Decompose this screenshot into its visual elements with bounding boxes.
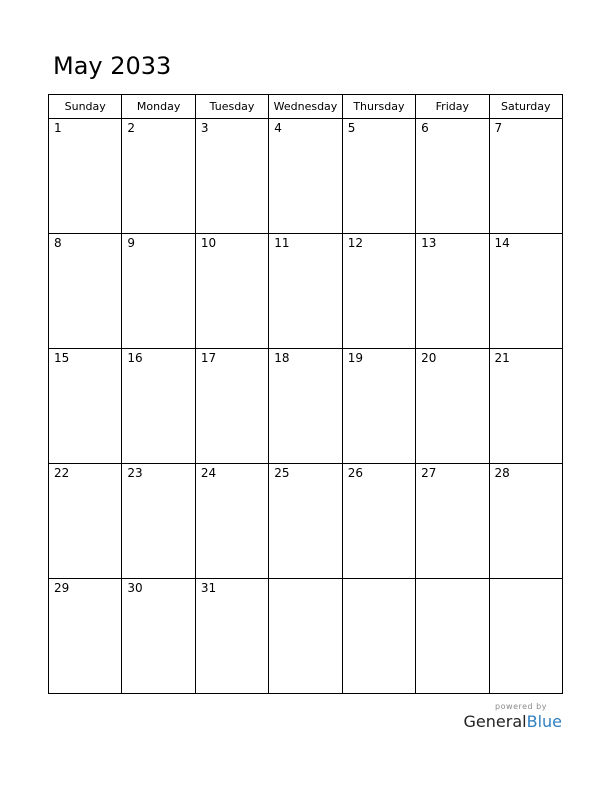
week-row xyxy=(49,119,563,234)
day-number: 21 xyxy=(494,351,510,365)
day-number: 30 xyxy=(127,581,143,595)
weekday-header-monday: Monday xyxy=(122,95,195,119)
day-cell xyxy=(416,349,489,464)
day-number: 10 xyxy=(200,236,217,250)
day-number: 11 xyxy=(274,236,290,250)
weekday-header-thursday: Thursday xyxy=(342,95,415,119)
week-row xyxy=(49,579,563,694)
weekday-header-saturday: Saturday xyxy=(489,95,562,119)
day-number: 9 xyxy=(127,236,136,250)
day-number: 27 xyxy=(421,466,437,480)
day-number: 17 xyxy=(200,351,217,365)
day-cell xyxy=(269,464,342,579)
day-cell xyxy=(489,349,562,464)
day-cell xyxy=(49,349,122,464)
day-number: 2 xyxy=(127,121,136,135)
day-number: 19 xyxy=(347,351,363,365)
day-cell xyxy=(416,234,489,349)
brand-name-general: General xyxy=(463,712,527,731)
day-number: 13 xyxy=(421,236,437,250)
day-number xyxy=(269,579,341,581)
day-cell xyxy=(49,579,122,694)
day-number: 3 xyxy=(200,121,209,135)
day-number: 1 xyxy=(54,121,62,135)
day-cell xyxy=(195,119,268,234)
powered-by-label: powered by xyxy=(495,702,547,711)
day-number: 6 xyxy=(421,121,429,135)
brand-name xyxy=(442,712,562,732)
day-number: 16 xyxy=(127,351,143,365)
day-cell xyxy=(489,464,562,579)
brand-name-blue: Blue xyxy=(526,712,562,731)
day-number xyxy=(343,579,415,581)
day-cell xyxy=(49,234,122,349)
day-number: 8 xyxy=(54,236,62,250)
calendar-grid xyxy=(48,94,563,694)
day-number: 31 xyxy=(200,581,217,595)
day-number xyxy=(416,579,488,581)
day-cell xyxy=(342,464,415,579)
brand-logo xyxy=(442,702,562,732)
weekday-header-friday: Friday xyxy=(416,95,489,119)
weekday-header-wednesday: Wednesday xyxy=(269,95,342,119)
day-cell xyxy=(489,234,562,349)
day-cell xyxy=(122,119,195,234)
day-cell xyxy=(122,234,195,349)
day-number: 28 xyxy=(494,466,510,480)
day-cell-empty xyxy=(269,579,342,694)
day-number: 22 xyxy=(54,466,70,480)
day-cell xyxy=(195,464,268,579)
day-number: 12 xyxy=(347,236,363,250)
day-cell xyxy=(342,349,415,464)
day-number: 4 xyxy=(274,121,282,135)
week-row xyxy=(49,234,563,349)
day-cell xyxy=(122,464,195,579)
week-row xyxy=(49,464,563,579)
day-number xyxy=(490,579,562,581)
day-cell xyxy=(416,464,489,579)
day-cell xyxy=(122,579,195,694)
day-cell xyxy=(342,234,415,349)
day-number: 26 xyxy=(347,466,363,480)
weekday-header-tuesday: Tuesday xyxy=(195,95,268,119)
day-cell-empty xyxy=(416,579,489,694)
day-cell xyxy=(269,349,342,464)
day-cell xyxy=(416,119,489,234)
day-number: 18 xyxy=(274,351,290,365)
day-number: 7 xyxy=(494,121,503,135)
day-cell xyxy=(269,119,342,234)
week-row xyxy=(49,349,563,464)
weekday-header-row xyxy=(49,95,563,119)
day-cell xyxy=(489,119,562,234)
page-title: May 2033 xyxy=(53,52,172,80)
day-cell xyxy=(122,349,195,464)
day-number: 25 xyxy=(274,466,290,480)
day-number: 5 xyxy=(347,121,356,135)
day-cell xyxy=(195,349,268,464)
day-number: 23 xyxy=(127,466,143,480)
day-cell-empty xyxy=(342,579,415,694)
day-cell xyxy=(342,119,415,234)
day-number: 15 xyxy=(54,351,70,365)
day-cell xyxy=(49,464,122,579)
day-number: 20 xyxy=(421,351,437,365)
day-cell xyxy=(195,234,268,349)
weekday-header-sunday: Sunday xyxy=(49,95,122,119)
day-cell-empty xyxy=(489,579,562,694)
day-cell xyxy=(195,579,268,694)
day-cell xyxy=(49,119,122,234)
day-number: 14 xyxy=(494,236,510,250)
day-cell xyxy=(269,234,342,349)
day-number: 24 xyxy=(200,466,217,480)
day-number: 29 xyxy=(54,581,70,595)
